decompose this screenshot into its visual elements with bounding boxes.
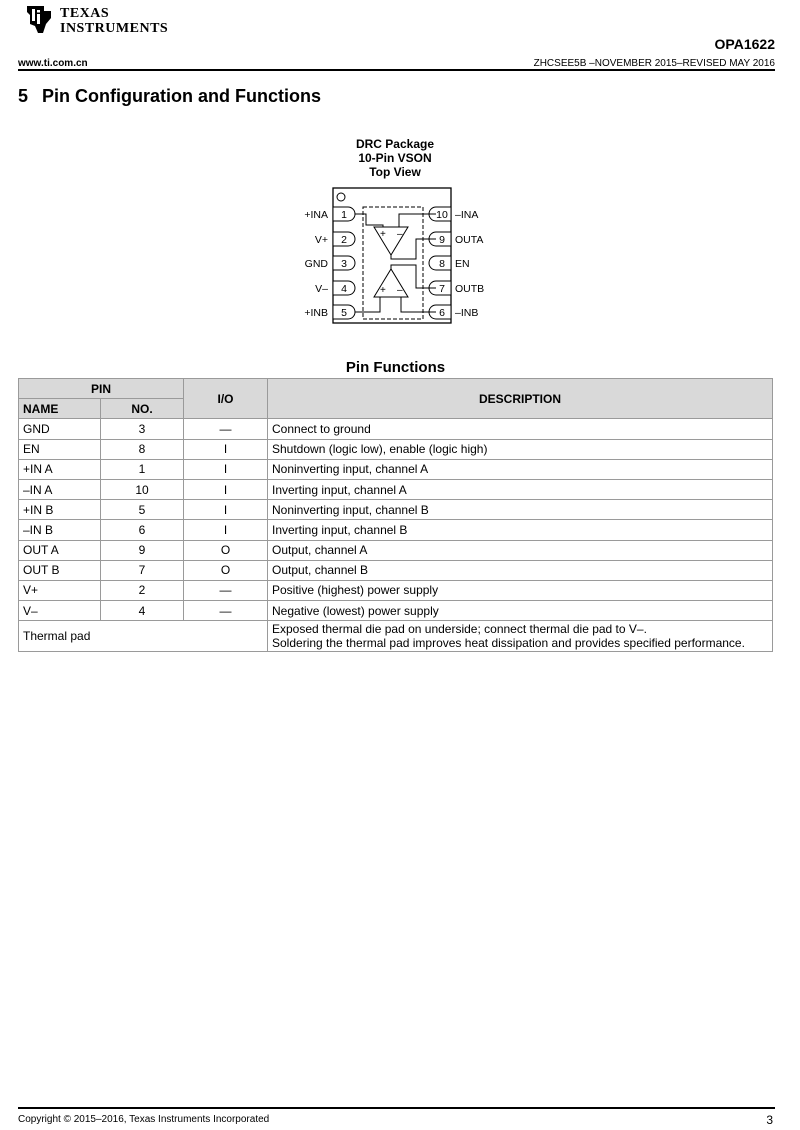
amp-b-plus-sign: + — [380, 285, 386, 296]
pin-10-label: –INA — [455, 209, 479, 221]
pin-9-number: 9 — [439, 234, 445, 246]
table-row — [19, 580, 773, 600]
cell-description: Output, channel B — [268, 560, 773, 580]
cell-description: Noninverting input, channel A — [268, 459, 773, 479]
cell-name: +IN A — [19, 459, 101, 479]
cell-description — [268, 621, 773, 652]
amp-a-plus-sign: + — [380, 229, 386, 240]
copyright: Copyright © 2015–2016, Texas Instruments Incorporated — [18, 1114, 270, 1125]
table-row — [19, 520, 773, 540]
cell-io: I — [184, 459, 268, 479]
section-title: Pin Configuration and Functions — [42, 86, 321, 106]
table-row — [19, 500, 773, 520]
cell-name: OUT B — [19, 560, 101, 580]
pin-5 — [304, 305, 355, 319]
table-row — [19, 439, 773, 459]
header-io: I/O — [184, 379, 268, 419]
document-reference: ZHCSEE5B –NOVEMBER 2015–REVISED MAY 2016 — [533, 58, 775, 69]
pin-9 — [429, 232, 483, 246]
pin-7 — [429, 281, 484, 295]
pin-8 — [429, 256, 470, 270]
cell-description: Inverting input, channel A — [268, 479, 773, 499]
cell-io: — — [184, 601, 268, 621]
cell-number: 5 — [101, 500, 184, 520]
table-row — [19, 601, 773, 621]
pin-1-number: 1 — [341, 209, 347, 221]
pin-7-label: OUTB — [455, 283, 485, 295]
thermal-desc-line-1: Exposed thermal die pad on underside; connect thermal die pad to V–. — [272, 622, 647, 637]
table-row-thermal — [19, 621, 773, 652]
table-row — [19, 419, 773, 439]
table-row — [19, 560, 773, 580]
cell-name: EN — [19, 439, 101, 459]
pin-5-label: +INB — [304, 307, 328, 319]
header-name: NAME — [19, 399, 101, 419]
pin-4-number: 4 — [341, 283, 347, 295]
header-rule — [18, 69, 775, 71]
pin-6-label: –INB — [455, 307, 479, 319]
pin-4 — [315, 281, 355, 295]
section-heading — [18, 86, 321, 107]
pin-diagram — [300, 185, 500, 327]
table-row — [19, 540, 773, 560]
amp-a-minus-sign: – — [397, 229, 403, 240]
page-number: 3 — [766, 1113, 773, 1127]
cell-description: Connect to ground — [268, 419, 773, 439]
ti-logo — [24, 2, 169, 38]
pin-2 — [315, 232, 355, 246]
pin-9-label: OUTA — [455, 234, 484, 246]
logo-line-1: TEXAS — [60, 6, 110, 21]
document-id: OPA1622 — [714, 36, 775, 52]
cell-name: V+ — [19, 580, 101, 600]
amp-b-minus-sign: – — [397, 285, 403, 296]
pin-6 — [429, 305, 478, 319]
cell-number: 2 — [101, 580, 184, 600]
pin-3-number: 3 — [341, 258, 347, 270]
cell-number: 3 — [101, 419, 184, 439]
logo-wordmark — [60, 6, 168, 36]
cell-description: Output, channel A — [268, 540, 773, 560]
pin-1-label: +INA — [304, 209, 328, 221]
cell-name: OUT A — [19, 540, 101, 560]
cell-io: — — [184, 419, 268, 439]
pin-functions-table — [18, 378, 773, 652]
cell-name: –IN A — [19, 479, 101, 499]
cell-io: I — [184, 439, 268, 459]
cell-name: –IN B — [19, 520, 101, 540]
cell-io: I — [184, 520, 268, 540]
cell-name: GND — [19, 419, 101, 439]
table-caption: Pin Functions — [345, 359, 446, 376]
table-header-row — [19, 379, 773, 399]
pin-8-label: EN — [455, 258, 470, 270]
package-view: Top View — [369, 165, 421, 179]
cell-number: 6 — [101, 520, 184, 540]
pin-2-label: V+ — [314, 234, 328, 246]
header-description: DESCRIPTION — [268, 379, 773, 419]
header-pin: PIN — [19, 379, 184, 399]
page-header — [18, 0, 775, 72]
logo-line-2: INSTRUMENTS — [60, 21, 169, 36]
cell-description: Negative (lowest) power supply — [268, 601, 773, 621]
package-title — [300, 137, 490, 179]
pin-7-number: 7 — [439, 283, 445, 295]
pin-3 — [305, 256, 355, 270]
header-number: NO. — [101, 399, 184, 419]
pin-8-number: 8 — [439, 258, 445, 270]
cell-number: 10 — [101, 479, 184, 499]
cell-number: 7 — [101, 560, 184, 580]
cell-number: 4 — [101, 601, 184, 621]
cell-description: Positive (highest) power supply — [268, 580, 773, 600]
cell-number: 8 — [101, 439, 184, 459]
footer-rule — [18, 1107, 775, 1109]
cell-number: 9 — [101, 540, 184, 560]
table-row — [19, 459, 773, 479]
ti-logo-icon — [24, 2, 54, 36]
pin-6-number: 6 — [439, 307, 445, 319]
pin-1 — [304, 207, 355, 221]
cell-description: Noninverting input, channel B — [268, 500, 773, 520]
table-row — [19, 479, 773, 499]
section-number: 5 — [18, 86, 29, 106]
pin-4-label: V– — [315, 283, 328, 295]
cell-io: O — [184, 560, 268, 580]
package-name: DRC Package — [355, 137, 435, 151]
pin-5-number: 5 — [341, 307, 347, 319]
pin-10-number: 10 — [436, 209, 448, 221]
cell-name: V– — [19, 601, 101, 621]
cell-description: Inverting input, channel B — [268, 520, 773, 540]
site-link[interactable]: www.ti.com.cn — [18, 58, 88, 69]
cell-name: +IN B — [19, 500, 101, 520]
pin-10 — [429, 207, 478, 221]
cell-number: 1 — [101, 459, 184, 479]
cell-io: O — [184, 540, 268, 560]
pin-2-number: 2 — [341, 234, 347, 246]
cell-description: Shutdown (logic low), enable (logic high) — [268, 439, 773, 459]
package-pins: 10-Pin VSON — [358, 151, 432, 165]
cell-name: Thermal pad — [19, 621, 268, 652]
cell-io: — — [184, 580, 268, 600]
cell-io: I — [184, 500, 268, 520]
thermal-desc-line-2: Soldering the thermal pad improves heat dissipation and provides specified performance. — [272, 636, 745, 651]
pin-3-label: GND — [304, 258, 328, 270]
cell-io: I — [184, 479, 268, 499]
